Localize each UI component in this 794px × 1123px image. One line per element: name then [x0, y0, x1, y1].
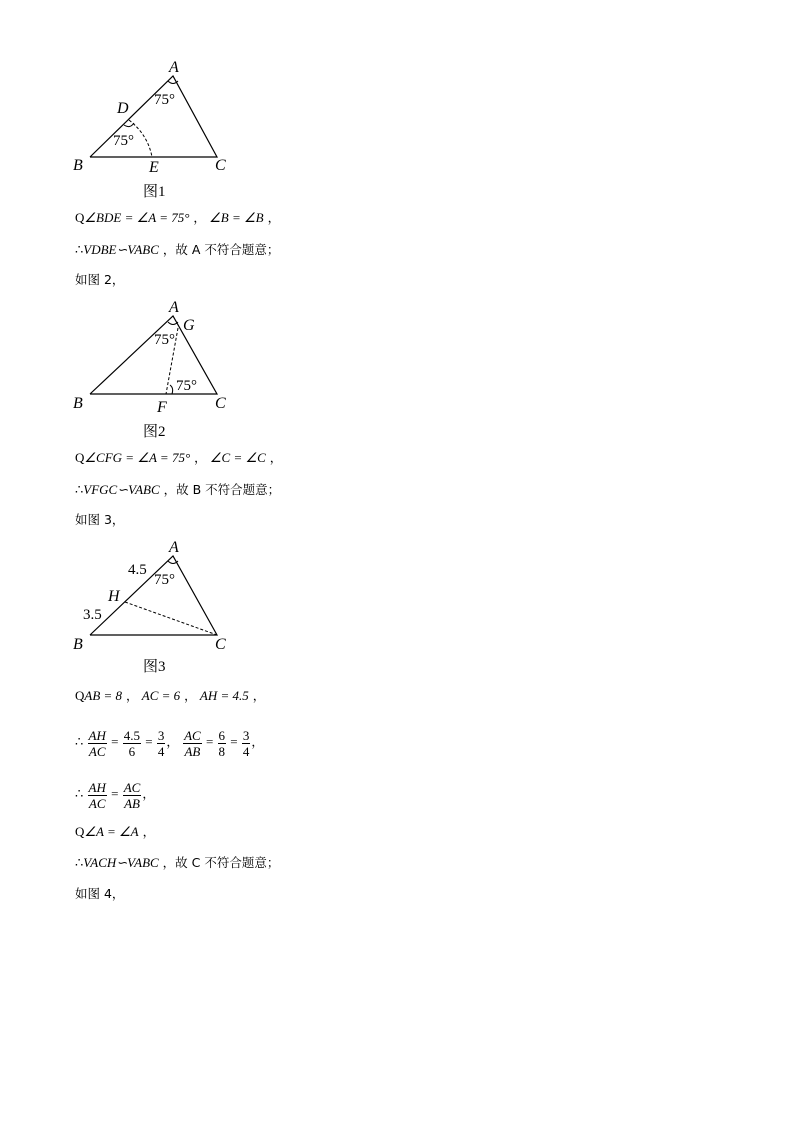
label-b: B	[73, 636, 83, 653]
label-f: F	[157, 399, 167, 416]
angle-a-label: 75°	[154, 332, 175, 348]
line-3: 如图 2，	[75, 272, 125, 287]
label-c: C	[215, 157, 226, 174]
line-9-ratio-equal: ∴ $\frac{AH}{AC}$ = $\frac{AC}{AB}$ ，	[75, 779, 155, 811]
line-6: 如图 3，	[75, 512, 125, 527]
line-11: ∴VACH∽VABC ，故 C 不符合题意；	[75, 855, 280, 870]
label-h: H	[108, 588, 120, 605]
angle-d-label: 75°	[113, 133, 134, 149]
triangle-abc	[90, 76, 217, 157]
line-2: ∴VDBE∽VABC ，故 A 不符合题意；	[75, 242, 280, 257]
angle-arc-f	[170, 385, 173, 394]
fraction-ac-ab-2: $\frac{AC}{AB}$	[123, 779, 141, 811]
line-12: 如图 4，	[75, 886, 125, 901]
label-a: A	[169, 539, 179, 556]
figure-1-diagram	[70, 55, 240, 205]
figure-1-caption: 图1	[143, 184, 166, 200]
line-4: Q∠CFG = ∠A = 75° ， ∠C = ∠C ，	[75, 450, 283, 465]
line-1: Q∠BDE = ∠A = 75° ， ∠B = ∠B ，	[75, 210, 281, 225]
line-10: Q∠A = ∠A ，	[75, 824, 156, 839]
figure-3	[70, 535, 240, 685]
label-a: A	[169, 299, 179, 316]
figure-3-caption: 图3	[143, 659, 166, 675]
figure-1	[70, 55, 240, 205]
angle-a-label: 75°	[154, 92, 175, 108]
segment-hc	[125, 602, 217, 635]
fraction-ah-ac: $\frac{AH}{AC}$	[88, 727, 106, 759]
label-b: B	[73, 395, 83, 412]
figure-3-diagram	[70, 535, 240, 685]
label-c: C	[215, 636, 226, 653]
line-5: ∴VFGC∽VABC ，故 B 不符合题意；	[75, 482, 281, 497]
fraction-ac-ab: $\frac{AC}{AB}$	[184, 727, 201, 759]
fraction-ah-ac-2: $\frac{AH}{AC}$	[88, 779, 106, 811]
angle-a-label: 75°	[154, 572, 175, 588]
angle-f-label: 75°	[176, 378, 197, 394]
fraction-3-4b: $\frac{3}{4}$	[242, 727, 250, 759]
figure-2-diagram	[70, 295, 240, 445]
label-g: G	[183, 317, 195, 334]
line-7: QAB = 8 ， AC = 6 ， AH = 4.5 ，	[75, 688, 266, 703]
fraction-45-6: $\frac{4.5}{6}$	[123, 727, 140, 759]
label-d: D	[117, 100, 129, 117]
line-8-ratios: ∴ $\frac{AH}{AC}$ = $\frac{4.5}{6}$ = $\frac{3}{4}$ ， $\frac{AC}{AB}$ = $\frac{6}{8}$ = $\frac{3}{4}$ ，	[75, 727, 264, 759]
angle-arc-d	[124, 123, 134, 127]
label-c: C	[215, 395, 226, 412]
label-a: A	[169, 59, 179, 76]
figure-2-caption: 图2	[143, 424, 166, 440]
label-e: E	[149, 159, 159, 176]
triangle-abc	[90, 316, 217, 394]
length-hb-label: 3.5	[83, 607, 102, 623]
fraction-3-4: $\frac{3}{4}$	[157, 727, 165, 759]
label-b: B	[73, 157, 83, 174]
figure-2	[70, 295, 240, 445]
fraction-6-8: $\frac{6}{8}$	[218, 727, 226, 759]
length-ah-label: 4.5	[128, 562, 147, 578]
